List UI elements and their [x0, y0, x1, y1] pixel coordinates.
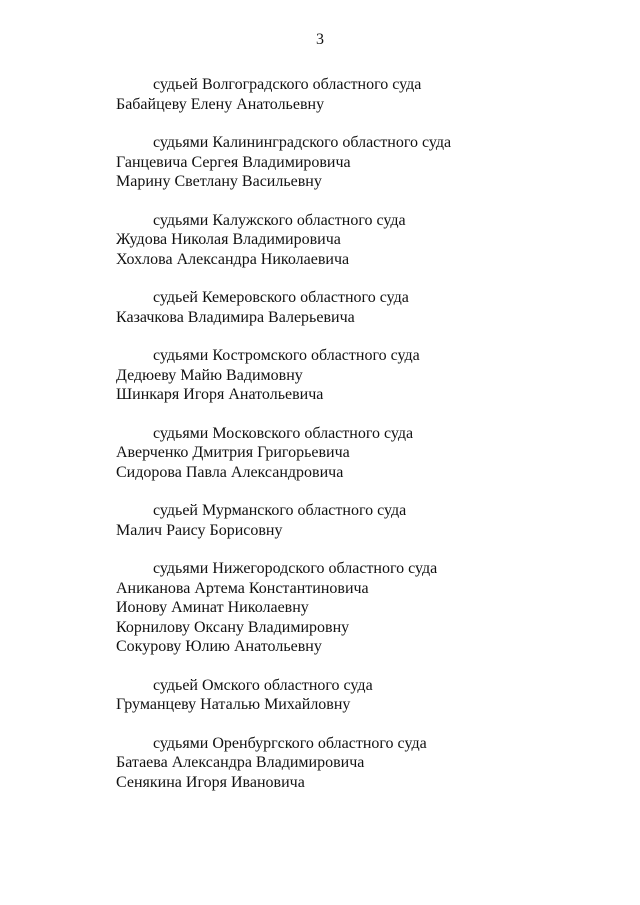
judge-name: Груманцеву Наталью Михайловну	[116, 696, 351, 713]
judge-name: Жудова Николая Владимировича	[116, 231, 341, 248]
section-heading: судьями Московского областного суда	[153, 424, 414, 442]
section-kaluga	[116, 211, 596, 270]
section-heading: судьей Омского областного суда	[153, 676, 373, 694]
judge-name: Бабайцеву Елену Анатольевну	[116, 95, 325, 113]
judge-name: Сидорова Павла Александровича	[116, 463, 344, 481]
judge-name: Малич Раису Борисовну	[116, 521, 283, 539]
section-heading: судьями Оренбургского областного суда	[153, 734, 427, 752]
section-orenburg	[116, 734, 596, 793]
section-moscow-oblast	[116, 424, 596, 483]
section-kostroma	[116, 346, 596, 405]
section-murmansk	[116, 501, 596, 540]
appointments-list	[116, 75, 596, 811]
section-heading: судьями Нижегородского областного суда	[153, 560, 438, 577]
judge-name: Дедюеву Майю Вадимовну	[116, 366, 303, 384]
judge-name: Корнилову Оксану Владимировну	[116, 618, 350, 636]
section-heading: судьями Костромского областного суда	[153, 347, 420, 364]
section-heading: судьями Калужского областного суда	[153, 211, 406, 229]
judge-name: Казачкова Владимира Валерьевича	[116, 308, 355, 326]
judge-name: Батаева Александра Владимировича	[116, 754, 365, 771]
section-nizhny-novgorod	[116, 559, 596, 657]
section-heading: судьей Кемеровского областного суда	[153, 289, 409, 306]
section-heading: судьей Волгоградского областного суда	[153, 76, 422, 93]
judge-name: Ионову Аминат Николаевну	[116, 599, 309, 616]
section-kemerovo	[116, 288, 596, 327]
judge-name: Шинкаря Игоря Анатольевича	[116, 386, 324, 403]
judge-name: Аверченко Дмитрия Григорьевича	[116, 444, 350, 461]
judge-name: Хохлова Александра Николаевича	[116, 250, 350, 268]
section-omsk	[116, 676, 596, 715]
judge-name: Аниканова Артема Константиновича	[116, 579, 369, 597]
judge-name: Сокурову Юлию Анатольевну	[116, 638, 322, 655]
judge-name: Ганцевича Сергея Владимировича	[116, 153, 351, 171]
section-heading: судьей Мурманского областного суда	[153, 502, 407, 519]
judge-name: Сенякина Игоря Ивановича	[116, 773, 305, 791]
section-volgograd	[116, 75, 596, 114]
judge-name: Марину Светлану Васильевну	[116, 173, 322, 190]
section-kaliningrad	[116, 133, 596, 192]
section-heading: судьями Калининградского областного суда	[153, 134, 452, 151]
page-number: 3	[316, 31, 324, 48]
